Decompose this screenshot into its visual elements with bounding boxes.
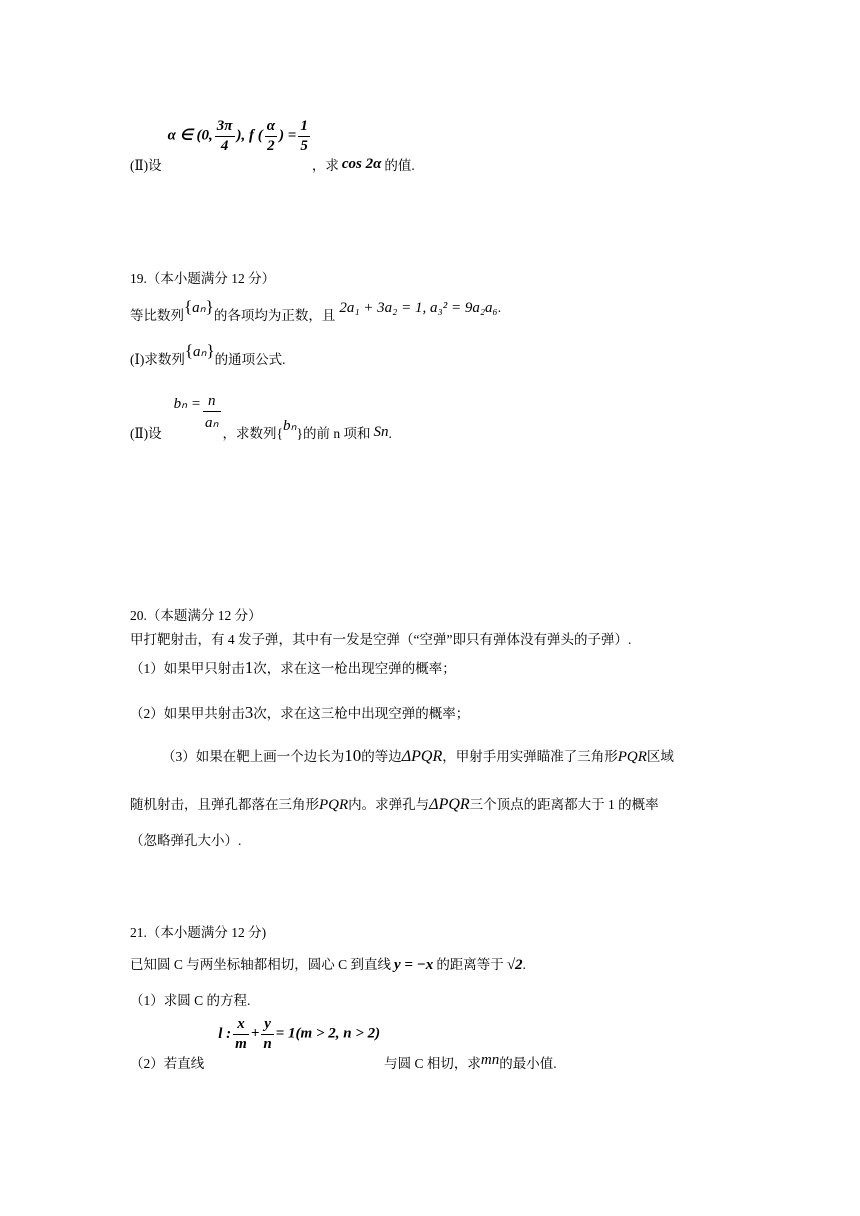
- p21-line-eq: y = −x: [394, 957, 434, 973]
- p19-q2-lhs: bₙ =: [173, 395, 202, 412]
- p18-label: (Ⅱ)设: [130, 157, 162, 173]
- p18-cond-pre: α ∈ (0,: [167, 127, 213, 144]
- p19-title: 19.（本小题满分 12 分）: [130, 271, 276, 286]
- p18-cond-frac: $\frac{3\pi}{4}$: [216, 118, 233, 154]
- p19-q2: (Ⅱ)设bₙ = $\frac{n}{\text{aₙ}}$ ，求数列{bₙ}的前 n 项和 Sn.: [130, 393, 392, 441]
- p21-x-frac: $\frac{x}{m}$: [235, 1016, 247, 1052]
- p20-q3-line3: （忽略弹孔大小）.: [130, 833, 242, 848]
- p18-end: 的值.: [384, 157, 415, 173]
- p19-intro: 等比数列{aₙ}的各项均为正数，且 2a₁ + 3a₂ = 1, a₃² = 9a₂a₆.: [130, 297, 502, 323]
- p19-equation: 2a₁ + 3a₂ = 1, a₃² = 9a₂a₆: [339, 300, 498, 316]
- p21-title: 21.（本小题满分 12 分): [130, 925, 267, 940]
- p20-intro: 甲打靶射击，有 4 发子弹，其中有一发是空弹（“空弹”即只有弹体没有弹头的子弹）.: [130, 632, 632, 647]
- p19-q1-seq: {aₙ}: [184, 341, 215, 360]
- p21-y-frac: $\frac{y}{n}$: [263, 1016, 272, 1052]
- p18-r-frac: $\frac{1}{5}$: [300, 118, 308, 154]
- p20-q3-line2: 随机射击，且弹孔都落在三角形PQR内。求弹孔与ΔPQR三个顶点的距离都大于 1 的概率: [130, 796, 659, 813]
- p21-intro: 已知圆 C 与两坐标轴都相切，圆心 C 到直线 y = −x 的距离等于 √2.: [130, 957, 526, 973]
- p20-q2: （2）如果甲共射击3次，求在这三枪中出现空弹的概率；: [130, 703, 470, 722]
- p18-cond-eq: ) =: [279, 127, 297, 144]
- p21-mn: mn: [480, 1051, 500, 1068]
- p19-q2-frac: $\frac{n}{\text{aₙ}}$: [205, 393, 219, 431]
- p19-q2-sum: Sn: [373, 423, 389, 440]
- p21-dist: √2: [506, 957, 523, 973]
- p18-cond-mid: ), f (: [236, 127, 263, 144]
- p19-seq: {aₙ}: [184, 297, 214, 316]
- p18-part2-line: [130, 118, 415, 173]
- p21-l-rest: = 1(m > 2, n > 2): [275, 1025, 381, 1042]
- p19-q2-seq: bₙ: [283, 417, 297, 434]
- p20-q1: （1）如果甲只射击1次，求在这一枪出现空弹的概率；: [130, 658, 456, 677]
- p20-q3-line1: （3）如果在靶上画一个边长为10的等边ΔPQR，甲射手用实弹瞄准了三角形PQR区域: [162, 746, 674, 765]
- p18-target: cos 2α: [341, 155, 382, 172]
- p19-q1: (Ⅰ)求数列{aₙ}的通项公式.: [130, 341, 286, 367]
- p18-f-frac: $\frac{\alpha}{2}$: [266, 118, 276, 154]
- p20-title: 20.（本题满分 12 分）: [130, 608, 262, 623]
- p18-ask: ，求: [311, 157, 339, 173]
- p21-q1: （1）求圆 C 的方程.: [130, 993, 251, 1008]
- p21-q2: （2）若直线l : $\frac{x}{m}$ + $\frac{y}{n}$ = 1(m > 2, n > 2)与圆 C 相切，求mn的最小值.: [130, 1016, 557, 1071]
